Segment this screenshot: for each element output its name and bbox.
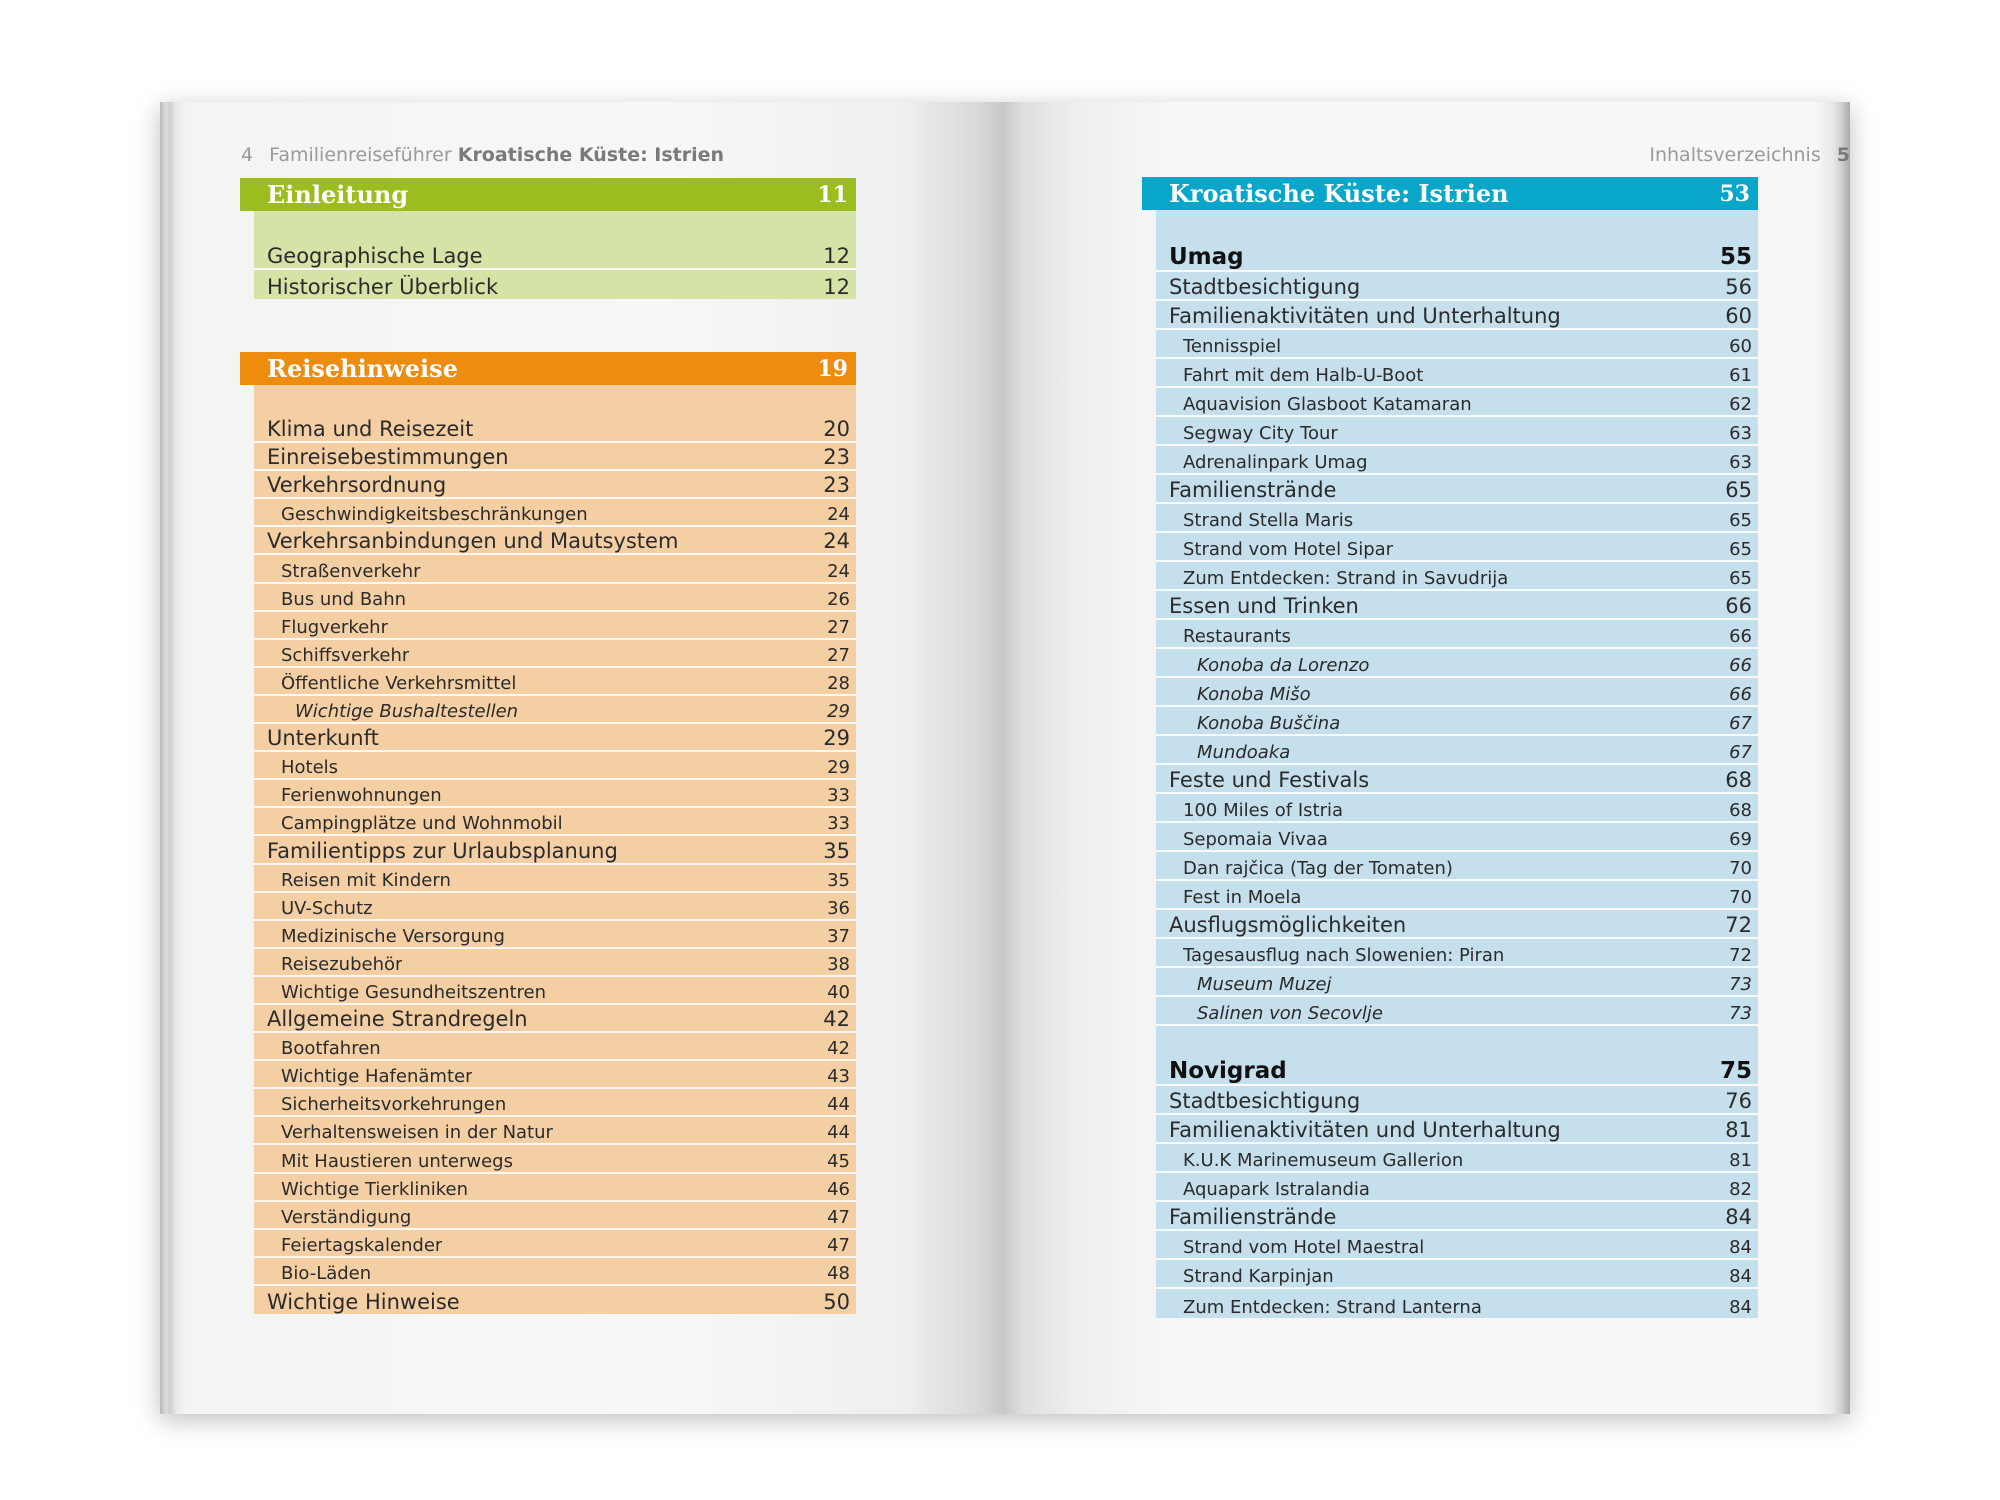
toc-entry-label: Feste und Festivals [1169,768,1370,792]
toc-entry-page: 82 [1729,1179,1752,1200]
toc-entry-page: 35 [827,869,850,891]
toc-entry-page: 24 [823,529,850,554]
toc-entry[interactable] [1156,1173,1758,1202]
toc-entry-page: 73 [1729,1003,1752,1024]
toc-entry-page: 27 [827,616,850,638]
toc-spacer [1156,1026,1758,1056]
toc-entry[interactable] [254,443,856,471]
toc-entry[interactable] [254,808,856,836]
toc-entry-page: 72 [1725,913,1752,937]
toc-entry-label: Verhaltensweisen in der Natur [281,1122,553,1144]
toc-entry-page: 63 [1729,452,1752,473]
toc-entry-page: 42 [823,1007,850,1032]
toc-entry-page: 84 [1729,1266,1752,1287]
toc-entry-label: Familienstrände [1169,1205,1337,1229]
toc-entry-label: Wichtige Hafenämter [281,1066,473,1088]
section-entries [254,385,856,1314]
toc-entry-label: Tagesausflug nach Slowenien: Piran [1183,945,1505,966]
toc-entry-page: 24 [827,560,850,582]
toc-entry[interactable] [1156,910,1758,939]
toc-entry-page: 67 [1729,713,1752,734]
toc-entry[interactable] [254,836,856,864]
toc-entry-page: 69 [1729,829,1752,850]
toc-entry-page: 40 [827,981,850,1003]
toc-entry-page: 65 [1729,539,1752,560]
toc-entry-page: 42 [827,1038,850,1060]
section-header[interactable] [1142,177,1758,210]
toc-entry-label: Medizinische Versorgung [281,925,505,947]
toc-entry-label: Konoba Buščina [1197,713,1341,734]
toc-entry-page: 65 [1729,510,1752,531]
toc-entry-page: 66 [1729,655,1752,676]
toc-entry-label: Hotels [281,757,339,779]
toc-entry[interactable] [254,1117,856,1145]
toc-entry[interactable] [254,1089,856,1117]
toc-entry-page: 70 [1729,887,1752,908]
toc-entry[interactable] [254,1202,856,1230]
toc-entry[interactable] [1156,504,1758,533]
toc-entry-page: 81 [1725,1118,1752,1142]
toc-entry-page: 44 [827,1094,850,1116]
toc-entry[interactable] [1156,1086,1758,1115]
toc-entry-page: 33 [827,813,850,835]
toc-entry[interactable] [254,977,856,1005]
section-header[interactable] [240,178,856,211]
toc-entry-page: 81 [1729,1150,1752,1171]
toc-entry[interactable] [254,415,856,443]
toc-entry-label: Wichtige Gesundheitszentren [281,981,547,1003]
toc-entry-page: 46 [827,1178,850,1200]
running-head-contents: Inhaltsverzeichnis [1649,144,1821,166]
toc-entry[interactable] [1156,968,1758,997]
toc-entry-label: Wichtige Bushaltestellen [295,701,519,723]
toc-entry-label: Familientipps zur Urlaubsplanung [267,838,618,863]
section-page: 19 [817,355,848,382]
toc-entry-page: 62 [1729,394,1752,415]
toc-entry-label: Adrenalinpark Umag [1183,452,1368,473]
toc-entry[interactable] [254,752,856,780]
toc-entry-label: Segway City Tour [1183,423,1338,444]
toc-entry-label: Sepomaia Vivaa [1183,829,1328,850]
toc-entry-label: Familienstrände [1169,478,1337,502]
toc-entry[interactable] [254,949,856,977]
toc-entry-label: Strand vom Hotel Maestral [1183,1237,1425,1258]
toc-entry[interactable] [1156,736,1758,765]
toc-entry-page: 55 [1719,244,1752,270]
toc-entry-label: Ferienwohnungen [281,785,442,807]
toc-entry[interactable] [254,921,856,949]
toc-entry-label: Klima und Reisezeit [267,417,474,442]
toc-entry[interactable] [1156,330,1758,359]
toc-entry-page: 27 [827,644,850,666]
toc-entry-page: 60 [1729,336,1752,357]
toc-entry[interactable] [1156,1144,1758,1173]
toc-entry-page: 23 [823,445,850,470]
toc-entry-page: 67 [1729,742,1752,763]
toc-entry-label: Einreisebestimmungen [267,445,509,470]
toc-entry[interactable] [1156,417,1758,446]
toc-entry-page: 65 [1725,478,1752,502]
toc-entry-page: 20 [823,417,850,442]
toc-entry-label: Geographische Lage [267,244,483,268]
toc-entry-page: 28 [827,672,850,694]
toc-entry-label: Tennisspiel [1183,336,1282,357]
toc-entry-label: Geschwindigkeitsbeschränkungen [281,504,588,526]
toc-entry-label: Wichtige Hinweise [267,1290,460,1314]
toc-entry-label: Fahrt mit dem Halb-U-Boot [1183,365,1424,386]
toc-entry-label: Essen und Trinken [1169,594,1359,618]
toc-entry[interactable] [254,555,856,583]
right-running-head [1649,144,1850,166]
toc-entry[interactable] [1156,765,1758,794]
toc-entry-page: 72 [1729,945,1752,966]
toc-entry-label: Fest in Moela [1183,887,1302,908]
toc-entry-label: Strand Karpinjan [1183,1266,1334,1287]
toc-entry[interactable] [1156,388,1758,417]
toc-entry-label: Unterkunft [267,726,379,751]
toc-entry[interactable] [1156,562,1758,591]
toc-entry-page: 23 [823,473,850,498]
left-running-head [241,144,724,166]
toc-entry-label: Verkehrsordnung [267,473,447,498]
toc-entry[interactable] [254,499,856,527]
toc-entry[interactable] [254,1061,856,1089]
toc-entry[interactable] [1156,997,1758,1026]
running-head-series: Familienreiseführer [269,144,452,166]
toc-entry[interactable] [1156,1231,1758,1260]
toc-entry[interactable] [254,1230,856,1258]
toc-entry-label: Zum Entdecken: Strand Lanterna [1183,1297,1482,1318]
toc-entry-label: Familienaktivitäten und Unterhaltung [1169,304,1561,328]
toc-entry-label: Familienaktivitäten und Unterhaltung [1169,1118,1561,1142]
toc-entry[interactable] [254,893,856,921]
toc-entry-label: Reisezubehör [281,953,403,975]
toc-entry-label: Strand Stella Maris [1183,510,1354,531]
toc-section-reisehinweise [240,352,856,1314]
toc-entry-label: Bio-Läden [281,1262,372,1284]
section-header[interactable] [240,352,856,385]
toc-entry-page: 33 [827,785,850,807]
toc-entry-label: Bootfahren [281,1038,381,1060]
toc-section-istrien [1142,177,1758,1318]
toc-entry-label: Bus und Bahn [281,588,407,610]
toc-entry[interactable] [1156,359,1758,388]
toc-entry-page: 65 [1729,568,1752,589]
toc-entry-label: 100 Miles of Istria [1183,800,1344,821]
right-page-number: 5 [1836,144,1850,166]
toc-entry-label: Stadtbesichtigung [1169,275,1361,299]
toc-entry-page: 37 [827,925,850,947]
section-title: Einleitung [267,180,409,209]
toc-entry-label: Aquavision Glasboot Katamaran [1183,394,1472,415]
toc-entry[interactable] [1156,1115,1758,1144]
toc-entry[interactable] [1156,707,1758,736]
toc-entry[interactable] [1156,939,1758,968]
toc-entry-label: Restaurants [1183,626,1291,647]
toc-entry-label: Stadtbesichtigung [1169,1089,1361,1113]
toc-entry[interactable] [254,612,856,640]
toc-entry[interactable] [1156,852,1758,881]
toc-entry[interactable] [254,527,856,555]
toc-entry-label: Öffentliche Verkehrsmittel [281,672,517,694]
toc-entry-page: 35 [823,838,850,863]
toc-entry-page: 84 [1725,1205,1752,1229]
toc-entry-label: K.U.K Marinemuseum Gallerion [1183,1150,1464,1171]
section-entries [1156,210,1758,1318]
toc-entry-label: Ausflugsmöglichkeiten [1169,913,1407,937]
running-head-title: Kroatische Küste: Istrien [457,144,725,166]
toc-entry[interactable] [254,1286,856,1314]
toc-entry-page: 84 [1729,1237,1752,1258]
toc-entry-page: 38 [827,953,850,975]
toc-entry-page: 26 [827,588,850,610]
toc-entry-page: 29 [823,726,850,751]
toc-entry-page: 61 [1729,365,1752,386]
toc-entry-label: Straßenverkehr [281,560,421,582]
toc-entry[interactable] [254,724,856,752]
toc-entry[interactable] [254,1258,856,1286]
toc-entry-label: Konoba da Lorenzo [1197,655,1370,676]
toc-entry-page: 84 [1729,1297,1752,1318]
toc-entry-label: Museum Muzej [1197,974,1332,995]
toc-entry[interactable] [1156,591,1758,620]
toc-entry[interactable] [1156,881,1758,910]
toc-entry-label: Verständigung [281,1206,412,1228]
toc-entry-label: Verkehrsanbindungen und Mautsystem [267,529,679,554]
toc-entry[interactable] [254,584,856,612]
toc-entry-label: Feiertagskalender [281,1234,443,1256]
left-page-number: 4 [241,144,254,166]
toc-entry-page: 68 [1725,768,1752,792]
toc-entry[interactable] [254,1033,856,1061]
toc-entry-page: 75 [1719,1058,1752,1084]
toc-entry[interactable] [1156,620,1758,649]
toc-entry[interactable] [1156,272,1758,301]
toc-section-einleitung [240,178,856,299]
toc-heading[interactable] [1156,1056,1758,1086]
toc-entry-page: 70 [1729,858,1752,879]
toc-entry-page: 44 [827,1122,850,1144]
toc-entry[interactable] [1156,446,1758,475]
toc-entry[interactable] [254,780,856,808]
toc-entry-label: Novigrad [1169,1058,1287,1084]
toc-entry-page: 76 [1725,1089,1752,1113]
toc-entry-label: Mundoaka [1197,742,1291,763]
toc-entry-page: 50 [823,1290,850,1314]
toc-entry-label: Dan rajčica (Tag der Tomaten) [1183,858,1453,879]
toc-entry-label: UV-Schutz [281,897,373,919]
toc-entry-label: Wichtige Tierkliniken [281,1178,469,1200]
toc-entry-page: 68 [1729,800,1752,821]
toc-entry-page: 36 [827,897,850,919]
toc-entry[interactable] [254,471,856,499]
toc-entry-page: 66 [1725,594,1752,618]
toc-entry-page: 12 [823,275,850,299]
toc-entry-page: 48 [827,1262,850,1284]
toc-entry-page: 66 [1729,684,1752,705]
toc-entry-label: Salinen von Secovlje [1197,1003,1384,1024]
toc-entry-page: 43 [827,1066,850,1088]
toc-entry[interactable] [1156,1202,1758,1231]
toc-entry-page: 47 [827,1234,850,1256]
toc-entry[interactable] [254,1145,856,1173]
toc-entry-page: 63 [1729,423,1752,444]
toc-entry[interactable] [1156,301,1758,330]
toc-entry-page: 24 [827,504,850,526]
toc-entry-label: Sicherheitsvorkehrungen [281,1094,507,1116]
toc-entry-label: Historischer Überblick [267,275,499,299]
toc-entry[interactable] [1156,475,1758,504]
toc-entry-label: Schiffsverkehr [281,644,410,666]
toc-entry-label: Aquapark Istralandia [1183,1179,1370,1200]
toc-entry-page: 29 [827,701,850,723]
toc-entry[interactable] [1156,1260,1758,1289]
toc-entry-label: Reisen mit Kindern [281,869,451,891]
toc-entry-page: 66 [1729,626,1752,647]
toc-entry-page: 29 [827,757,850,779]
toc-entry-page: 12 [823,244,850,268]
section-title: Kroatische Küste: Istrien [1169,179,1509,208]
toc-entry[interactable] [1156,794,1758,823]
toc-entry[interactable] [254,668,856,696]
toc-entry-label: Zum Entdecken: Strand in Savudrija [1183,568,1509,589]
toc-entry-page: 60 [1725,304,1752,328]
toc-entry[interactable] [254,865,856,893]
toc-entry[interactable] [1156,533,1758,562]
toc-entry-label: Allgemeine Strandregeln [267,1007,528,1032]
toc-entry[interactable] [254,696,856,724]
toc-entry-label: Umag [1169,244,1244,270]
toc-heading[interactable] [1156,242,1758,272]
section-title: Reisehinweise [267,354,458,383]
toc-entry-label: Strand vom Hotel Sipar [1183,539,1394,560]
toc-entry[interactable] [254,270,856,299]
toc-entry[interactable] [1156,678,1758,707]
toc-entry-page: 47 [827,1206,850,1228]
toc-entry-page: 56 [1725,275,1752,299]
toc-entry-page: 45 [827,1150,850,1172]
toc-entry[interactable] [254,1005,856,1033]
toc-entry[interactable] [254,640,856,668]
toc-entry[interactable] [254,1174,856,1202]
toc-entry[interactable] [1156,823,1758,852]
toc-entry-label: Flugverkehr [281,616,388,638]
section-entries [254,211,856,299]
toc-entry-page: 73 [1729,974,1752,995]
toc-entry-label: Campingplätze und Wohnmobil [281,813,563,835]
toc-entry[interactable] [1156,649,1758,678]
toc-entry[interactable] [1156,1289,1758,1318]
toc-entry-label: Konoba Mišo [1197,684,1311,705]
toc-entry[interactable] [254,241,856,270]
toc-entry-label: Mit Haustieren unterwegs [281,1150,513,1172]
section-page: 11 [817,181,848,208]
section-page: 53 [1719,180,1750,207]
